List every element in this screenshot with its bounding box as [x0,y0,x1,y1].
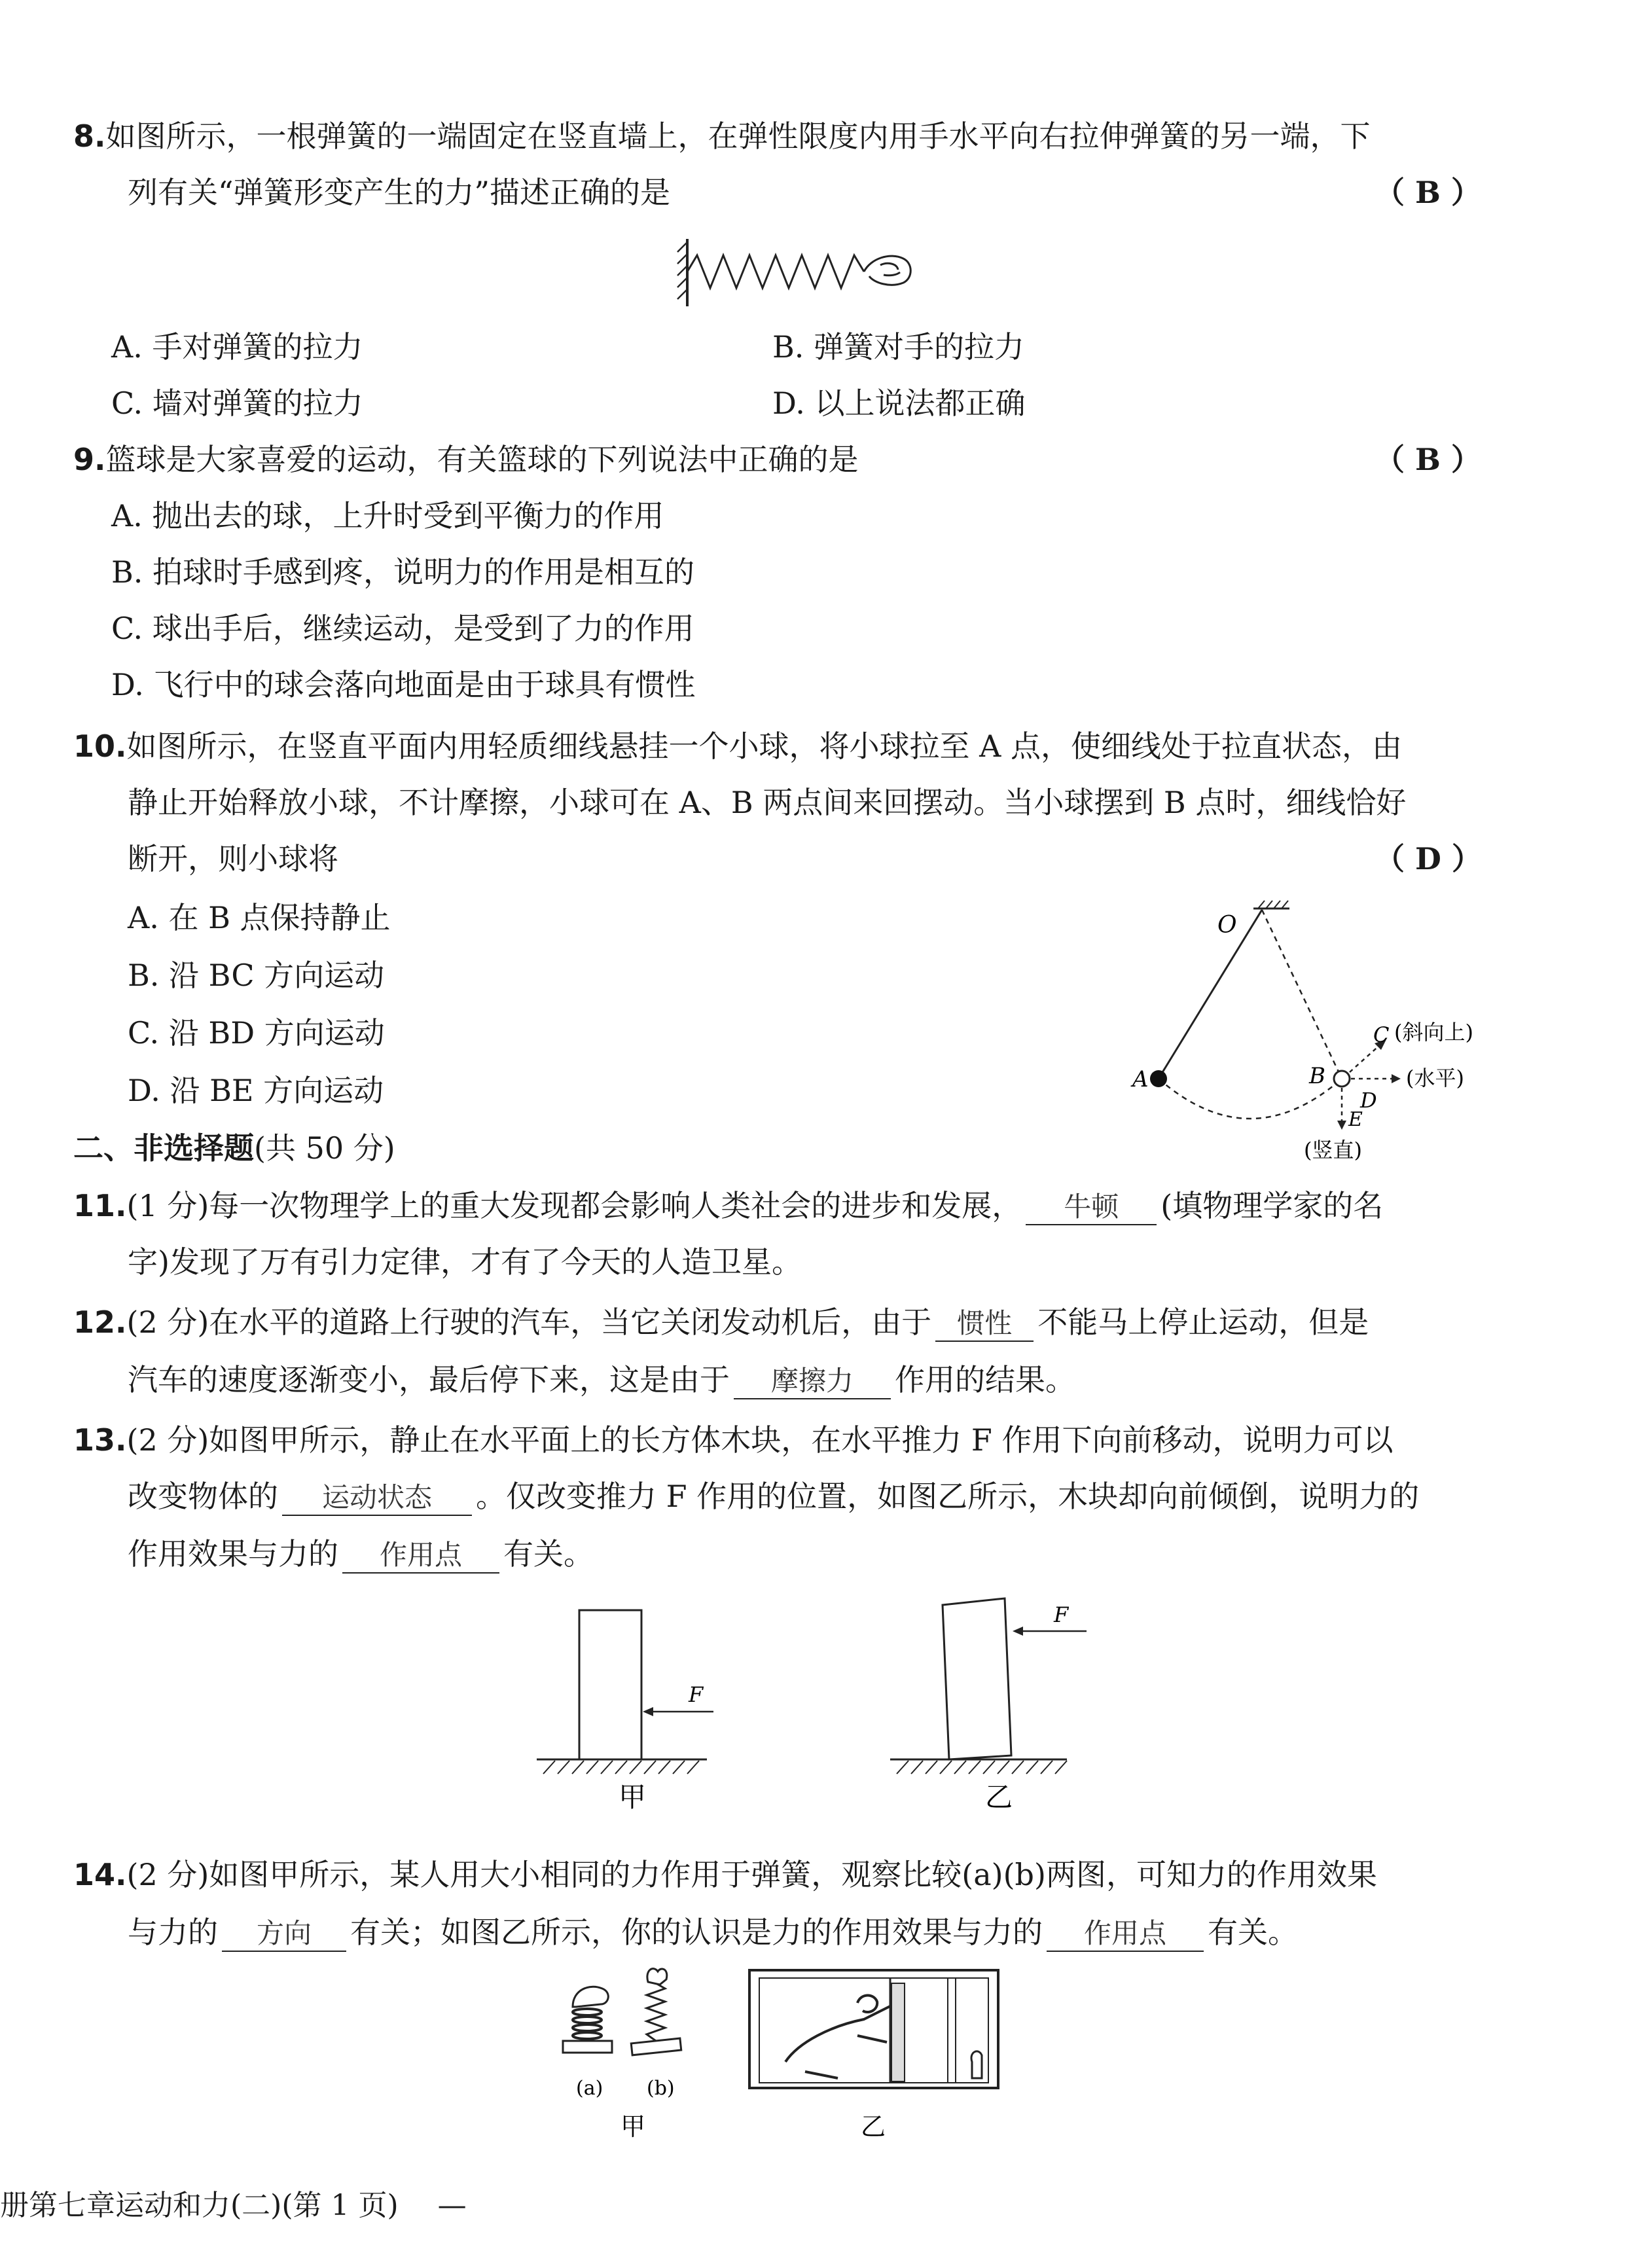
q10-line3: 断开，则小球将 [128,841,338,876]
fig-yi-label: 乙 [985,1781,1013,1813]
q11-number: 11. [73,1188,127,1223]
q10-line2: 静止开始释放小球，不计摩擦，小球可在 A、B 两点间来回摆动。当小球摆到 B 点时，细线恰好 [128,785,1407,820]
label-o: O [1217,912,1237,939]
q14-line2: 与力的 方向 有关；如图乙所示，你的认识是力的作用效果与力的 作用点 有关。 [128,1913,1298,1952]
q10-option-a: A. 在 B 点保持静止 [128,900,391,935]
string [1159,910,1262,1079]
q10-answer: （ D ） [1375,841,1482,876]
q13-blank2: 作用点 [342,1538,499,1574]
label-b: B [1309,1063,1325,1089]
q14-figure [550,1964,1008,2147]
page-footer: 册第七章运动和力(二)(第 1 页) — [0,2189,467,2222]
q8-line1: 8.如图所示，一根弹簧的一端固定在竖直墙上，在弹性限度内用手水平向右拉伸弹簧的另一端，下 [73,118,1371,154]
hand-press-icon [573,1987,608,2007]
door-push-scene [749,1970,998,2088]
q9-number: 9. [73,442,106,477]
q13-line1: 13.(2 分)如图甲所示，静止在水平面上的长方体木块，在水平推力 F 作用下向前移动，说明力可以 [73,1422,1394,1458]
q13-number: 13. [73,1422,127,1458]
string-dashed [1262,910,1342,1079]
q8-spring-figure [661,229,936,314]
label-a: A [1132,1066,1149,1092]
q13-line2: 改变物体的 运动状态 。仅改变推力 F 作用的位置，如图乙所示，木块却向前倾倒，说明力的 [128,1477,1419,1516]
block-jia [579,1610,641,1759]
q11-line2: 字)发现了万有引力定律，才有了今天的人造卫星。 [128,1244,802,1280]
section2-header: 二、非选择题(共 50 分) [73,1130,395,1166]
fig-b-label: (b) [647,2077,675,2100]
q9-answer: （ B ） [1375,442,1481,477]
q9-option-b: B. 拍球时手感到疼，说明力的作用是相互的 [111,554,695,590]
label-e: E [1348,1108,1363,1131]
q8-option-d: D. 以上说法都正确 [772,386,1026,421]
q14-blank1: 方向 [222,1917,346,1952]
q9-line1: 9.篮球是大家喜爱的运动，有关篮球的下列说法中正确的是 [73,442,859,477]
q10-line1: 10.如图所示，在竖直平面内用轻质细线悬挂一个小球，将小球拉至 A 点，使细线处于拉直状态，由 [73,729,1402,764]
q8-option-a: A. 手对弹簧的拉力 [111,329,363,365]
q12-blank2: 摩擦力 [734,1364,891,1399]
label-d: D [1360,1088,1377,1113]
force-label-jia: F [689,1682,704,1707]
fig-yi-label: 乙 [861,2112,886,2141]
q13-line3: 作用效果与力的 作用点 有关。 [128,1534,594,1574]
hand-icon [864,256,910,285]
block-yi [943,1598,1011,1759]
q12-line1: 12.(2 分)在水平的道路上行驶的汽车，当它关闭发动机后，由于 惯性 不能马上停止运动，但是 [73,1303,1369,1342]
q8-answer: （ B ） [1375,175,1481,210]
q9-option-d: D. 飞行中的球会落向地面是由于球具有惯性 [111,667,696,702]
fig-jia-label: 甲 [619,1781,647,1813]
q12-line2: 汽车的速度逐渐变小，最后停下来，这是由于 摩擦力 作用的结果。 [128,1360,1075,1399]
q8-option-c: C. 墙对弹簧的拉力 [111,386,363,421]
ball-b [1334,1071,1350,1087]
q13-blank1: 运动状态 [282,1481,472,1516]
q9-option-a: A. 抛出去的球，上升时受到平衡力的作用 [111,498,664,533]
spring-stretched [631,1969,681,2055]
q10-pendulum-figure [1113,897,1519,1172]
force-label-yi: F [1054,1602,1069,1627]
hand-pull-icon [647,1969,667,1985]
q9-option-c: C. 球出手后，继续运动，是受到了力的作用 [111,611,694,646]
q10-option-c: C. 沿 BD 方向运动 [128,1015,385,1051]
q12-number: 12. [73,1305,127,1340]
q8-option-b: B. 弹簧对手的拉力 [772,329,1025,365]
label-c-dir: (斜向上) [1394,1020,1473,1045]
q13-block-figure [524,1584,1087,1820]
q10-number: 10. [73,729,127,764]
q10-option-b: B. 沿 BC 方向运动 [128,958,385,993]
child-icon [971,2051,982,2078]
label-c: C [1373,1022,1390,1047]
q14-line1: 14.(2 分)如图甲所示，某人用大小相同的力作用于弹簧，观察比较(a)(b)两图，可知力的作用效果 [73,1857,1377,1892]
fig-jia-label: 甲 [621,2112,646,2141]
label-d-dir: (水平) [1406,1066,1464,1090]
q11-blank1: 牛顿 [1026,1190,1157,1225]
q8-line2: 列有关“弹簧形变产生的力”描述正确的是 [128,175,671,210]
label-e-dir: (竖直) [1304,1138,1362,1162]
ball-a [1150,1070,1167,1087]
fig-a-label: (a) [576,2077,603,2100]
q10-option-d: D. 沿 BE 方向运动 [128,1073,384,1108]
door [891,1983,905,2081]
q14-blank2: 作用点 [1047,1917,1204,1952]
spring-coil [687,255,864,288]
q8-number: 8. [73,118,106,154]
spring-compressed [563,1987,612,2053]
q11-line1: 11.(1 分)每一次物理学上的重大发现都会影响人类社会的进步和发展， 牛顿 (填物理学家的名 [73,1186,1383,1225]
q14-number: 14. [73,1857,127,1892]
q12-blank1: 惯性 [935,1306,1034,1342]
